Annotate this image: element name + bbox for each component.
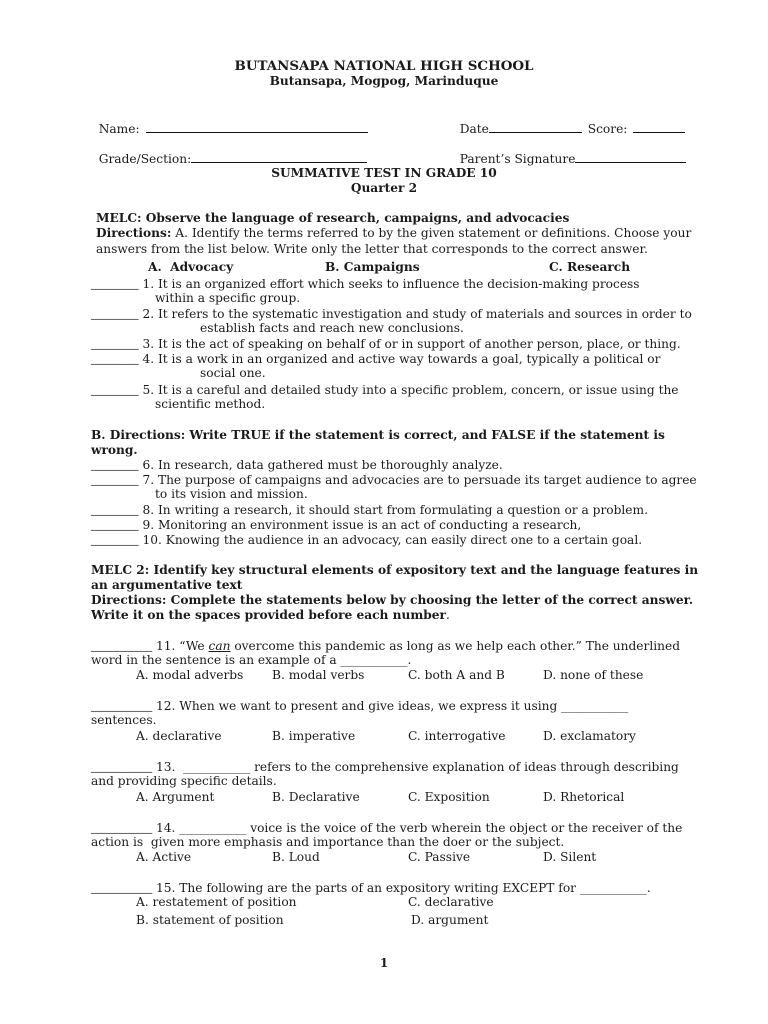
directions-label: Directions: [96,226,172,240]
melc-1-heading: MELC: Observe the language of research, campaigns, and advocacies [96,211,570,225]
option-13-d[interactable]: D. Rhetorical [543,790,625,804]
answer-blank[interactable]: _________ [91,759,153,774]
option-15-c[interactable]: C. declarative [408,895,494,909]
answer-blank[interactable]: _________ [91,698,153,713]
item-8[interactable]: _______ 8. In writing a research, it should start from formulating a question or a problem. [91,502,648,517]
school-address: Butansapa, Mogpog, Marinduque [269,74,499,88]
date-field[interactable] [452,105,582,137]
option-13-b[interactable]: B. Declarative [272,790,360,804]
answer-blank[interactable]: _______ [91,306,139,321]
option-15-b[interactable]: B. statement of position [136,913,284,927]
question-12[interactable]: _________ 12. When we want to present and give ideas, we express it using ___________ [91,698,629,713]
item-1[interactable]: _______ 1. It is an organized effort which seeks to influence the decision-making process [91,276,640,291]
grade-section-label: Grade/Section: [98,152,192,166]
question-13-cont: and providing specific details. [91,774,277,788]
answer-blank[interactable]: _________ [91,820,153,835]
answer-blank[interactable]: _______ [91,276,139,291]
question-11[interactable]: _________ 11. “We can overcome this pandemic as long as we help each other.” The underlined [91,638,681,653]
answer-blank[interactable]: _______ [91,382,139,397]
option-14-c[interactable]: C. Passive [408,850,471,864]
parent-signature-field[interactable] [452,135,686,167]
option-12-a[interactable]: A. declarative [136,729,222,743]
item-6[interactable]: _______ 6. In research, data gathered must be thoroughly analyze. [91,457,503,472]
option-13-a[interactable]: A. Argument [136,790,215,804]
choice-c: C. Research [549,260,631,274]
option-13-c[interactable]: C. Exposition [408,790,490,804]
item-4[interactable]: _______ 4. It is a work in an organized and active way towards a goal, typically a political or [91,351,661,366]
part-a-directions: Directions: A. Identify the terms referred to by the given statement or definitions. Choose your [96,226,692,240]
test-quarter: Quarter 2 [350,181,418,195]
option-15-d[interactable]: D. argument [411,913,489,927]
item-2-cont: establish facts and reach new conclusions. [200,321,464,335]
option-12-c[interactable]: C. interrogative [408,729,506,743]
item-7-cont: to its vision and mission. [155,487,308,501]
answer-blank[interactable]: _________ [91,638,153,653]
answer-blank[interactable]: _______ [91,502,139,517]
melc-2-heading: MELC 2: Identify key structural elements of expository text and the language features in [91,563,699,577]
item-4-cont: social one. [200,366,266,380]
date-blank[interactable] [489,120,582,133]
question-14[interactable]: _________ 14. ___________ voice is the voice of the verb wherein the object or the receiver of the [91,820,683,835]
item-2[interactable]: _______ 2. It refers to the systematic investigation and study of materials and sources in order to [91,306,692,321]
question-15[interactable]: _________ 15. The following are the parts of an expository writing EXCEPT for ___________. [91,880,651,895]
question-14-cont: action is given more emphasis and importance than the doer or the subject. [91,835,565,849]
option-11-a[interactable]: A. modal adverbs [136,668,244,682]
item-5[interactable]: _______ 5. It is a careful and detailed study into a specific problem, concern, or issue using the [91,382,679,397]
grade-section-field[interactable] [91,135,367,167]
score-label: Score: [587,122,628,136]
question-13[interactable]: _________ 13. ___________ refers to the comprehensive explanation of ideas through describing [91,759,679,774]
option-14-d[interactable]: D. Silent [543,850,597,864]
item-5-cont: scientific method. [155,397,266,411]
parent-signature-label: Parent’s Signature [459,152,576,166]
answer-blank[interactable]: _______ [91,532,139,547]
question-12-cont: sentences. [91,713,157,727]
school-name: BUTANSAPA NATIONAL HIGH SCHOOL [234,58,534,74]
option-14-b[interactable]: B. Loud [272,850,320,864]
parent-signature-blank[interactable] [575,150,686,163]
melc-2-directions-line2: Write it on the spaces provided before each number. [91,608,450,622]
score-field[interactable] [580,105,685,137]
answer-blank[interactable]: _______ [91,336,139,351]
item-7[interactable]: _______ 7. The purpose of campaigns and advocacies are to persuade its target audience to agree [91,472,697,487]
part-b-directions-line2: wrong. [91,443,138,457]
melc-2-directions: Directions: Complete the statements below by choosing the letter of the correct answer. [91,593,694,607]
test-title: SUMMATIVE TEST IN GRADE 10 [271,166,497,180]
name-label: Name: [98,122,140,136]
answer-blank[interactable]: _______ [91,457,139,472]
choice-b: B. Campaigns [325,260,420,274]
item-3[interactable]: _______ 3. It is the act of speaking on behalf of or in support of another person, place, or thing. [91,336,681,351]
item-9[interactable]: _______ 9. Monitoring an environment issue is an act of conducting a research, [91,517,582,532]
part-a-directions-line2: answers from the list below. Write only the letter that corresponds to the correct answer. [96,242,648,256]
choice-a: A. Advocacy [148,260,234,274]
date-label: Date [459,122,489,136]
underlined-word: can [208,639,231,653]
part-b-directions: B. Directions: Write TRUE if the statement is correct, and FALSE if the statement is [91,428,665,442]
melc-2-heading-line2: an argumentative text [91,578,243,592]
answer-blank[interactable]: _______ [91,351,139,366]
option-11-c[interactable]: C. both A and B [408,668,505,682]
answer-blank[interactable]: _________ [91,880,153,895]
name-field[interactable] [91,105,368,137]
option-12-d[interactable]: D. exclamatory [543,729,636,743]
item-1-cont: within a specific group. [155,291,301,305]
option-14-a[interactable]: A. Active [136,850,192,864]
grade-section-blank[interactable] [191,150,367,163]
answer-blank[interactable]: _______ [91,517,139,532]
item-10[interactable]: _______ 10. Knowing the audience in an advocacy, can easily direct one to a certain goal. [91,532,643,547]
option-11-d[interactable]: D. none of these [543,668,644,682]
question-11-cont: word in the sentence is an example of a ___________. [91,653,412,667]
answer-blank[interactable]: _______ [91,472,139,487]
score-blank[interactable] [633,120,685,133]
page-number: 1 [379,956,389,970]
name-blank[interactable] [146,120,368,133]
option-15-a[interactable]: A. restatement of position [136,895,297,909]
option-12-b[interactable]: B. imperative [272,729,356,743]
option-11-b[interactable]: B. modal verbs [272,668,365,682]
